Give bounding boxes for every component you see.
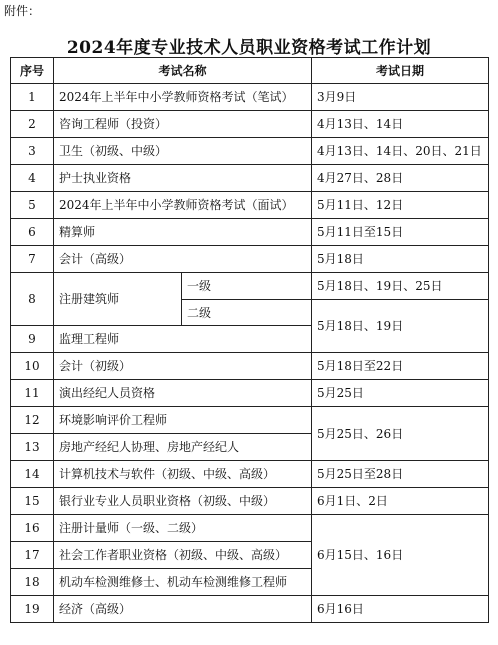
row-no: 19: [11, 596, 54, 623]
exam-name: 会计（高级）: [54, 246, 312, 273]
exam-date: 4月13日、14日: [312, 111, 489, 138]
exam-name: 咨询工程师（投资）: [54, 111, 312, 138]
row-no: 11: [11, 380, 54, 407]
attachment-label: 附件：: [4, 4, 41, 18]
table-row: [11, 596, 489, 623]
row-no: 13: [11, 434, 54, 461]
exam-date: 5月18日、19日: [312, 300, 489, 353]
exam-date: 5月18日: [312, 246, 489, 273]
table-row: [11, 515, 489, 542]
exam-name: 演出经纪人员资格: [54, 380, 312, 407]
exam-date: 5月18日至22日: [312, 353, 489, 380]
exam-name: 房地产经纪人协理、房地产经纪人: [54, 434, 312, 461]
exam-date: 5月25日: [312, 380, 489, 407]
exam-date: 5月18日、19日、25日: [312, 273, 489, 300]
table-row: [11, 165, 489, 192]
exam-date: 4月13日、14日、20日、21日: [312, 138, 489, 165]
exam-date: 6月1日、2日: [312, 488, 489, 515]
header-name: 考试名称: [54, 58, 312, 84]
row-no: 3: [11, 138, 54, 165]
table-row: [11, 461, 489, 488]
table-row: [11, 273, 489, 300]
exam-date: 6月15日、16日: [312, 515, 489, 596]
row-no: 10: [11, 353, 54, 380]
row-no: 5: [11, 192, 54, 219]
exam-schedule-table: [10, 57, 489, 623]
exam-name: 机动车检测维修士、机动车检测维修工程师: [54, 569, 312, 596]
exam-name: 经济（高级）: [54, 596, 312, 623]
table-row: [11, 192, 489, 219]
header-no: 序号: [11, 58, 54, 84]
row-no: 2: [11, 111, 54, 138]
exam-level: 一级: [182, 273, 312, 300]
exam-name: 注册建筑师: [54, 273, 182, 326]
exam-name: 护士执业资格: [54, 165, 312, 192]
row-no: 9: [11, 326, 54, 353]
exam-date: 5月11日至15日: [312, 219, 489, 246]
exam-date: 5月25日、26日: [312, 407, 489, 461]
exam-name: 精算师: [54, 219, 312, 246]
exam-level: 二级: [182, 300, 312, 326]
row-no: 15: [11, 488, 54, 515]
exam-name: 会计（初级）: [54, 353, 312, 380]
row-no: 17: [11, 542, 54, 569]
row-no: 16: [11, 515, 54, 542]
table-row: [11, 380, 489, 407]
table-header-row: [11, 58, 489, 84]
row-no: 4: [11, 165, 54, 192]
exam-name: 2024年上半年中小学教师资格考试（笔试）: [54, 84, 312, 111]
exam-name: 卫生（初级、中级）: [54, 138, 312, 165]
table-row: [11, 407, 489, 434]
exam-name: 计算机技术与软件（初级、中级、高级）: [54, 461, 312, 488]
exam-name: 社会工作者职业资格（初级、中级、高级）: [54, 542, 312, 569]
table-row: [11, 219, 489, 246]
row-no: 1: [11, 84, 54, 111]
table-row: [11, 353, 489, 380]
exam-name: 2024年上半年中小学教师资格考试（面试）: [54, 192, 312, 219]
table-row: [11, 138, 489, 165]
row-no: 8: [11, 273, 54, 326]
page-title: 2024年度专业技术人员职业资格考试工作计划: [66, 38, 432, 58]
table-row: [11, 488, 489, 515]
exam-date: 5月25日至28日: [312, 461, 489, 488]
exam-date: 5月11日、12日: [312, 192, 489, 219]
row-no: 6: [11, 219, 54, 246]
exam-name: 注册计量师（一级、二级）: [54, 515, 312, 542]
table-row: [11, 246, 489, 273]
row-no: 12: [11, 407, 54, 434]
header-date: 考试日期: [312, 58, 489, 84]
exam-name: 环境影响评价工程师: [54, 407, 312, 434]
table-row: [11, 84, 489, 111]
exam-date: 4月27日、28日: [312, 165, 489, 192]
exam-date: 6月16日: [312, 596, 489, 623]
exam-date: 3月9日: [312, 84, 489, 111]
exam-name: 监理工程师: [54, 326, 312, 353]
table-row: [11, 111, 489, 138]
row-no: 14: [11, 461, 54, 488]
exam-name: 银行业专业人员职业资格（初级、中级）: [54, 488, 312, 515]
row-no: 18: [11, 569, 54, 596]
row-no: 7: [11, 246, 54, 273]
